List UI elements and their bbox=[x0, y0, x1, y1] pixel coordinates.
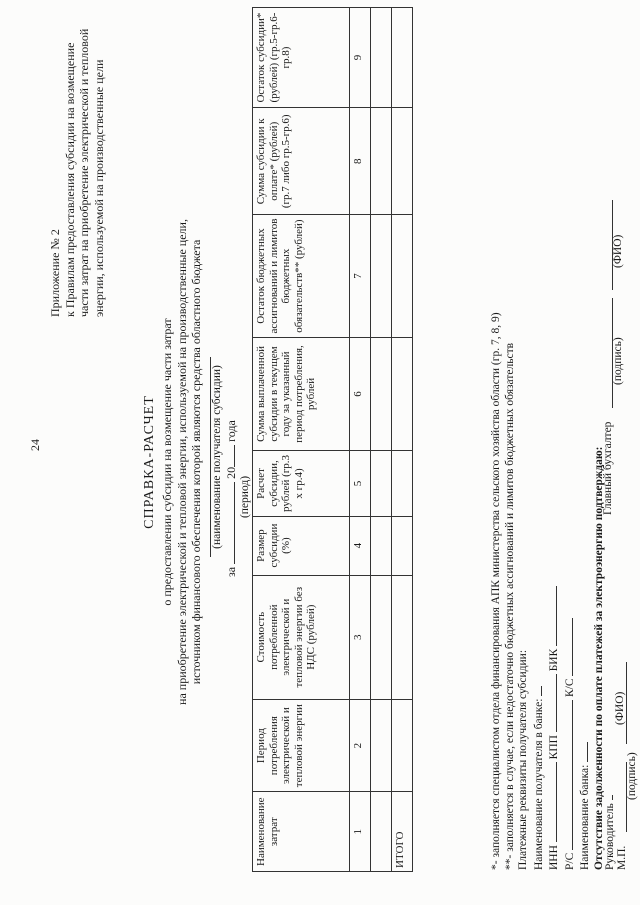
head-signature-row bbox=[602, 10, 616, 870]
head-signature-field[interactable] bbox=[602, 795, 613, 800]
document-subtitle bbox=[160, 102, 204, 822]
period-fill-line bbox=[224, 482, 235, 564]
bik-label: БИК bbox=[548, 648, 560, 672]
chief-accountant-label: Главный бухгалтер bbox=[602, 421, 614, 515]
table-cell[interactable] bbox=[392, 108, 413, 215]
column-number: 7 bbox=[350, 215, 371, 337]
bik-field[interactable] bbox=[546, 586, 557, 646]
accountant-fio-caption: (ФИО) bbox=[612, 234, 624, 268]
column-header: Остаток бюджетных ассигнований и лимитов бюджетных обязательств** (рублей) bbox=[253, 215, 350, 337]
bank-recipient-fill[interactable] bbox=[531, 686, 542, 696]
table-cell[interactable] bbox=[392, 451, 413, 516]
head-fio-caption: (ФИО) bbox=[614, 691, 626, 725]
column-header: Сумма выплаченной субсидии в текущем году за указанный период потребления, рублей bbox=[253, 337, 350, 451]
table-cell[interactable] bbox=[392, 575, 413, 699]
column-header: Наименование затрат bbox=[253, 792, 350, 872]
period-year-prefix: 20 bbox=[224, 466, 238, 479]
column-number-row bbox=[350, 8, 371, 872]
footnote-2: **- заполняется в случае, если недостаточно бюджетных ассигнований и лимитов бюджетных обязательств bbox=[503, 342, 516, 870]
column-header: Стоимость потребленной электрической и тепловой энергии без НДС (рублей) bbox=[253, 575, 350, 699]
table-cell[interactable] bbox=[392, 516, 413, 575]
ks-field[interactable] bbox=[562, 618, 573, 676]
inn-label: ИНН bbox=[548, 845, 560, 870]
table-cell[interactable] bbox=[371, 108, 392, 215]
mp-label: М.П. bbox=[616, 845, 628, 870]
head-caption-row bbox=[612, 10, 638, 870]
table-cell[interactable] bbox=[371, 215, 392, 337]
period-suffix: года bbox=[224, 420, 238, 442]
debt-confirmation: Отсутствие задолженности по оплате платежей за электроэнергию подтверждаю: bbox=[592, 446, 605, 870]
total-row bbox=[392, 8, 413, 872]
table-cell[interactable] bbox=[371, 337, 392, 451]
head-signature-caption: (подпись) bbox=[626, 752, 638, 800]
accountant-signature-caption: (подпись) bbox=[612, 337, 624, 385]
column-header: Размер субсидии (%) bbox=[253, 516, 350, 575]
subtitle-line: о предоставлении субсидии на возмещение части затрат bbox=[160, 318, 174, 606]
column-number: 6 bbox=[350, 337, 371, 451]
rs-label: Р/С bbox=[563, 852, 576, 870]
column-header: Сумма субсидии к оплате* (рублей) (гр.7 либо гр.5-гр.6) bbox=[253, 108, 350, 215]
recipient-caption: (наименование получателя субсидии) bbox=[211, 365, 223, 549]
table-cell[interactable] bbox=[392, 215, 413, 337]
period-row bbox=[224, 337, 239, 577]
footnote-1: *- заполняется специалистом отдела финансирования АПК министерства сельского хозяйства области (гр. 7, 8, 9) bbox=[490, 312, 502, 870]
year-fill-line bbox=[224, 445, 235, 467]
table-row bbox=[371, 8, 392, 872]
kpp-label: КПП bbox=[548, 735, 560, 760]
table-cell[interactable] bbox=[371, 575, 392, 699]
head-label: Руководитель bbox=[604, 803, 616, 870]
table-cell[interactable] bbox=[371, 792, 392, 872]
table-cell[interactable] bbox=[371, 516, 392, 575]
account-row bbox=[562, 30, 578, 870]
annex-block bbox=[48, 27, 106, 317]
rotated-document-sheet bbox=[20, 12, 638, 892]
requisites-heading: Платежные реквизиты получателя субсидии: bbox=[517, 649, 529, 870]
table-header-row bbox=[253, 8, 350, 872]
bank-row bbox=[577, 30, 593, 870]
column-number: 5 bbox=[350, 451, 371, 516]
ks-label: К/С bbox=[563, 678, 576, 697]
subsidy-table bbox=[252, 7, 413, 872]
rs-field[interactable] bbox=[562, 700, 573, 850]
column-number: 4 bbox=[350, 516, 371, 575]
column-header: Остаток субсидии* (рублей) (гр.5-гр.6-гр.8) bbox=[253, 8, 350, 108]
column-header: Период потребления электрической и тепловой энергии bbox=[253, 699, 350, 792]
subtitle-line: источником финансового обеспечения которой являются средства областного бюджета bbox=[189, 239, 203, 685]
table-cell[interactable] bbox=[371, 699, 392, 792]
column-number: 1 bbox=[350, 792, 371, 872]
column-number: 2 bbox=[350, 699, 371, 792]
kpp-field[interactable] bbox=[546, 674, 557, 732]
annex-text: к Правилам предоставления субсидии на возмещение части затрат на приобретение электрической и тепловой энергии, используемой на производственные цели bbox=[62, 28, 106, 317]
document-title: СПРАВКА-РАСЧЕТ bbox=[142, 395, 157, 529]
column-number: 3 bbox=[350, 575, 371, 699]
table-cell[interactable] bbox=[392, 699, 413, 792]
inn-row bbox=[546, 30, 562, 870]
table-cell[interactable] bbox=[392, 8, 413, 108]
table-cell[interactable] bbox=[371, 451, 392, 516]
period-caption: (период) bbox=[239, 475, 251, 519]
inn-field[interactable] bbox=[546, 762, 557, 842]
table-cell[interactable] bbox=[392, 337, 413, 451]
bank-recipient-name-row bbox=[531, 30, 547, 870]
page-number: 24 bbox=[28, 439, 42, 451]
total-label: ИТОГО bbox=[392, 792, 413, 872]
bank-label: Наименование банка: bbox=[579, 764, 591, 870]
bank-field[interactable] bbox=[577, 742, 588, 762]
annex-title: Приложение № 2 bbox=[48, 229, 62, 317]
period-prefix: за bbox=[224, 566, 238, 577]
column-number: 9 bbox=[350, 8, 371, 108]
column-number: 8 bbox=[350, 108, 371, 215]
column-header: Расчет субсидии, рублей (гр.3 x гр.4) bbox=[253, 451, 350, 516]
subtitle-line: на приобретение электрической и тепловой энергии, используемой на производственные цели, bbox=[174, 219, 189, 705]
table-cell[interactable] bbox=[371, 8, 392, 108]
notes-block bbox=[490, 30, 606, 870]
bank-recipient-label: Наименование получателя в банке: bbox=[532, 698, 545, 870]
